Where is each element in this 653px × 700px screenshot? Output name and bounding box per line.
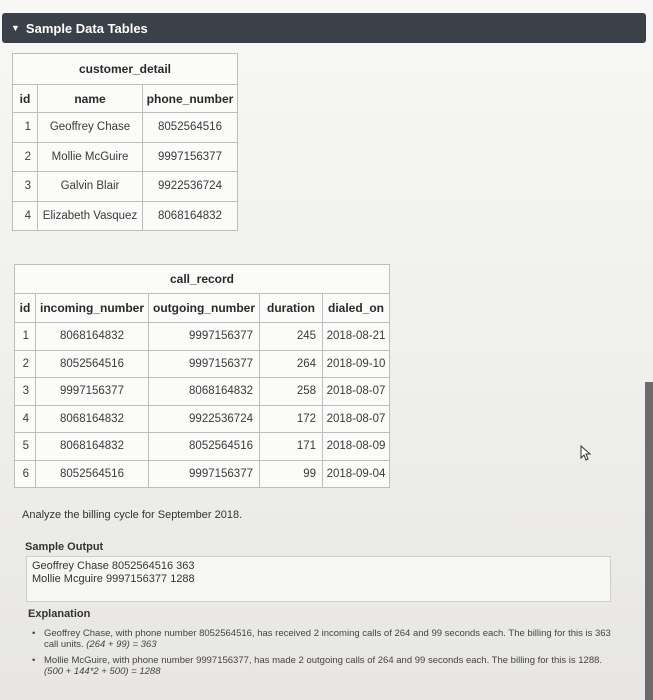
column-header: id	[13, 85, 38, 113]
table-cell: 8068164832	[143, 201, 238, 231]
table-cell: 171	[260, 433, 323, 461]
table-row	[15, 378, 390, 406]
problem-statement: Analyze the billing cycle for September 2018.	[22, 509, 243, 521]
call-record-table	[14, 264, 390, 488]
table-cell: 9922536724	[149, 405, 260, 433]
column-header: name	[38, 85, 143, 113]
table-cell: 2018-08-09	[323, 433, 390, 461]
table-row	[13, 201, 238, 231]
explanation-text: Mollie McGuire, with phone number 9997156377, has made 2 outgoing calls of 264 and 99 seconds each. The billing for this is 1288.	[44, 655, 603, 666]
bullet-icon: •	[32, 628, 36, 639]
table-cell: 172	[260, 405, 323, 433]
table-cell: 4	[13, 201, 38, 231]
table-cell: 9997156377	[36, 378, 149, 406]
table-cell: 6	[15, 460, 36, 488]
table-cell: 9997156377	[149, 460, 260, 488]
table-cell: 2018-08-21	[323, 323, 390, 351]
table-cell: 2018-08-07	[323, 378, 390, 406]
table-cell: 245	[260, 323, 323, 351]
table-cell: 9997156377	[143, 142, 238, 172]
table-cell: 8052564516	[36, 460, 149, 488]
explanation-formula: (500 + 144*2 + 500) = 1288	[44, 666, 161, 677]
table-row	[15, 323, 390, 351]
column-header: dialed_on	[323, 294, 390, 323]
table-cell: 264	[260, 350, 323, 378]
table-row	[13, 142, 238, 172]
explanation-text: Geoffrey Chase, with phone number 8052564516, has received 2 incoming calls of 264 and 99 seconds each. The billing for this is 363 call units.	[44, 628, 611, 650]
column-header: incoming_number	[36, 294, 149, 323]
sample-output-line: Mollie Mcguire 9997156377 1288	[32, 573, 195, 585]
table-row	[13, 172, 238, 202]
table-cell: 8052564516	[143, 113, 238, 143]
bullet-icon: •	[32, 655, 36, 666]
table-cell: 1	[15, 323, 36, 351]
table-cell: 1	[13, 113, 38, 143]
table-cell: 8068164832	[36, 323, 149, 351]
table-cell: Elizabeth Vasquez	[38, 201, 143, 231]
table-cell: 8068164832	[36, 405, 149, 433]
table-cell: 2	[15, 350, 36, 378]
table-cell: 99	[260, 460, 323, 488]
column-header: duration	[260, 294, 323, 323]
table-cell: 4	[15, 405, 36, 433]
customer-detail-table	[12, 53, 238, 231]
section-title: Sample Data Tables	[25, 20, 148, 36]
table-cell: 8052564516	[149, 433, 260, 461]
list-item	[32, 628, 612, 650]
table-row	[15, 460, 390, 488]
sample-output-line: Geoffrey Chase 8052564516 363	[32, 560, 195, 572]
table-cell: 8068164832	[36, 433, 149, 461]
table-row	[15, 433, 390, 461]
table-cell: 9997156377	[149, 350, 260, 378]
table-cell: 3	[13, 172, 38, 202]
caret-down-icon[interactable]: ▼	[11, 23, 20, 33]
column-header: id	[15, 294, 36, 323]
table-cell: 2	[13, 142, 38, 172]
table-row	[15, 405, 390, 433]
table-cell: 2018-09-10	[323, 350, 390, 378]
table-cell: 2018-08-07	[323, 405, 390, 433]
table-caption: customer_detail	[13, 54, 238, 85]
explanation-formula: (264 + 99) = 363	[86, 639, 157, 650]
table-row	[13, 113, 238, 143]
scrollbar[interactable]	[645, 382, 653, 700]
table-cell: 3	[15, 378, 36, 406]
column-header: phone_number	[143, 85, 238, 113]
explanation-list	[32, 628, 612, 682]
table-cell: Galvin Blair	[38, 172, 143, 202]
table-cell: 9997156377	[149, 323, 260, 351]
mouse-cursor-icon	[578, 445, 592, 461]
table-caption: call_record	[15, 265, 390, 294]
table-cell: 2018-09-04	[323, 460, 390, 488]
table-cell: 258	[260, 378, 323, 406]
list-item	[32, 655, 612, 677]
section-header[interactable]	[2, 13, 646, 43]
table-row	[15, 350, 390, 378]
table-cell: 5	[15, 433, 36, 461]
table-cell: Geoffrey Chase	[38, 113, 143, 143]
table-cell: Mollie McGuire	[38, 142, 143, 172]
table-cell: 9922536724	[143, 172, 238, 202]
explanation-label: Explanation	[28, 608, 91, 620]
table-cell: 8052564516	[36, 350, 149, 378]
sample-output-label: Sample Output	[25, 541, 104, 553]
column-header: outgoing_number	[149, 294, 260, 323]
table-cell: 8068164832	[149, 378, 260, 406]
sample-output-box	[26, 556, 611, 602]
